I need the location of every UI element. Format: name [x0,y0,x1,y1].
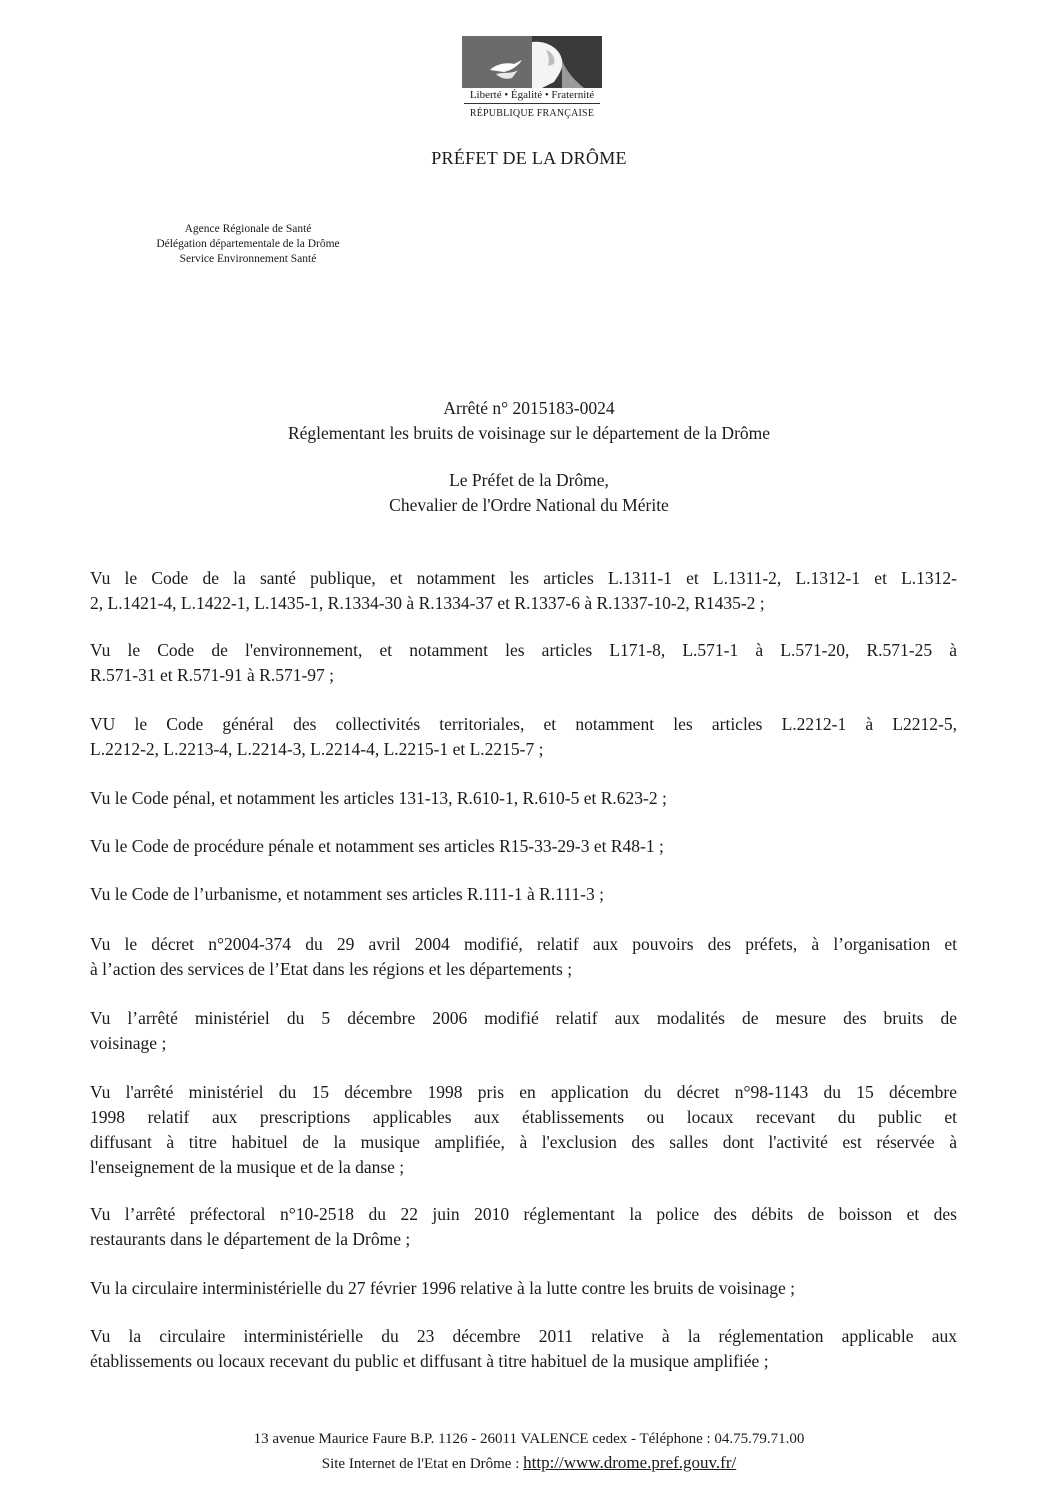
consideration-paragraph [90,1080,957,1180]
consideration-paragraph [90,882,957,907]
prefet-name: Le Préfet de la Drôme, [449,470,609,490]
marianne-logo [458,36,606,126]
paragraph-line: 1998 relatif aux prescriptions applicables aux établissements ou locaux recevant du public et [90,1107,957,1127]
consideration-paragraph [90,1006,957,1056]
agency-block [128,222,368,267]
consideration-paragraph [90,1276,957,1301]
paragraph-line: Vu le Code pénal, et notamment les articles 131-13, R.610-1, R.610-5 et R.623-2 ; [90,788,667,808]
paragraph-line: Vu le Code de la santé publique, et notamment les articles L.1311-1 et L.1311-2, L.1312-1 et L.1312- [90,568,957,588]
footer-site-label: Site Internet de l'Etat en Drôme : [321,1456,524,1472]
consideration-paragraph [90,566,957,616]
prefet-distinction: Chevalier de l'Ordre National du Mérite [389,495,669,515]
agency-line: Service Environnement Santé [179,253,317,265]
consideration-paragraph [90,834,957,859]
paragraph-line: Vu la circulaire interministérielle du 27 février 1996 relative à la lutte contre les bruits de voisinage ; [90,1278,796,1298]
paragraph-line: Vu l'arrêté ministériel du 15 décembre 1998 pris en application du décret n°98-1143 du 15 décembre [90,1082,957,1102]
logo-motto: Liberté • Égalité • Fraternité [469,89,595,101]
footer-site-line [0,1451,1058,1476]
paragraph-line: voisinage ; [90,1033,167,1053]
website-link[interactable]: http://www.drome.pref.gouv.fr/ [523,1453,737,1472]
prefet-title: PRÉFET DE LA DRÔME [431,148,627,168]
paragraph-line: Vu l’arrêté ministériel du 5 décembre 2006 modifié relatif aux modalités de mesure des bruits de [90,1008,957,1028]
paragraph-line: 2, L.1421-4, L.1422-1, L.1435-1, R.1334-30 à R.1334-37 et R.1337-6 à R.1337-10-2, R1435-2 ; [90,593,765,613]
paragraph-line: restaurants dans le département de la Drôme ; [90,1229,411,1249]
consideration-paragraph [90,638,957,688]
paragraph-line: diffusant à titre habituel de la musique amplifiée, à l'exclusion des salles dont l'activité est réservée à [90,1132,957,1152]
paragraph-line: Vu le Code de l’urbanisme, et notamment ses articles R.111-1 à R.111-3 ; [90,884,604,904]
logo-divider [464,103,600,104]
decree-heading [0,396,1058,446]
paragraph-line: Vu la circulaire interministérielle du 23 décembre 2011 relative à la réglementation applicable aux [90,1326,957,1346]
paragraph-line: Vu l’arrêté préfectoral n°10-2518 du 22 juin 2010 réglementant la police des débits de boisson et des [90,1204,957,1224]
paragraph-line: Vu le Code de l'environnement, et notamment les articles L171-8, L.571-1 à L.571-20, R.571-25 à [90,640,957,660]
paragraph-line: l'enseignement de la musique et de la danse ; [90,1157,405,1177]
paragraph-line: Vu le décret n°2004-374 du 29 avril 2004 modifié, relatif aux pouvoirs des préfets, à l’organisation et [90,934,957,954]
footer-address: 13 avenue Maurice Faure B.P. 1126 - 26011 VALENCE cedex - Téléphone : 04.75.79.71.00 [253,1431,805,1447]
paragraph-line: établissements ou locaux recevant du public et diffusant à titre habituel de la musique amplifiée ; [90,1351,769,1371]
prefet-heading [0,468,1058,518]
paragraph-line: à l’action des services de l’Etat dans les régions et les départements ; [90,959,573,979]
logo-republic-name: RÉPUBLIQUE FRANÇAISE [469,108,595,119]
page-footer [0,1428,1058,1476]
consideration-paragraph [90,932,957,982]
decree-number: Arrêté n° 2015183-0024 [443,398,615,418]
paragraph-line: VU le Code général des collectivités territoriales, et notamment les articles L.2212-1 à L2212-5, [90,714,957,734]
consideration-paragraph [90,1202,957,1252]
consideration-paragraph [90,786,957,811]
consideration-paragraph [90,712,957,762]
paragraph-line: Vu le Code de procédure pénale et notamment ses articles R15-33-29-3 et R48-1 ; [90,836,664,856]
decree-subject: Réglementant les bruits de voisinage sur le département de la Drôme [287,423,771,443]
marianne-emblem-icon [462,36,602,88]
paragraph-line: R.571-31 et R.571-91 à R.571-97 ; [90,665,335,685]
consideration-paragraph [90,1324,957,1374]
agency-line: Agence Régionale de Santé [184,223,312,235]
agency-line: Délégation départementale de la Drôme [156,238,340,250]
paragraph-line: L.2212-2, L.2213-4, L.2214-3, L.2214-4, L.2215-1 et L.2215-7 ; [90,739,544,759]
